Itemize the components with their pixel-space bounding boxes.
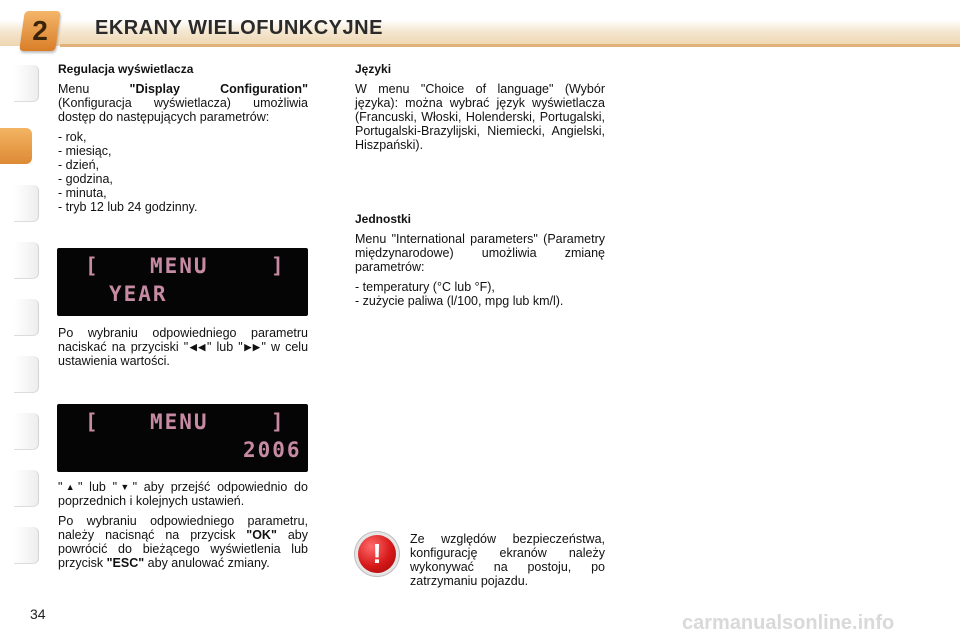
quote: " xyxy=(58,480,63,494)
section-heading: Regulacja wyświetlacza xyxy=(58,62,194,76)
lcd-bracket-right: ] xyxy=(271,410,286,434)
confirm-paragraph xyxy=(58,514,308,570)
esc-button-label: "ESC" xyxy=(106,556,145,570)
chapter-tab-6[interactable] xyxy=(14,356,39,393)
rewind-button-icon: ◀◀ xyxy=(188,342,207,352)
lcd-menu-label: MENU xyxy=(150,254,209,278)
chapter-tab-4[interactable] xyxy=(14,242,39,279)
lcd-value: YEAR xyxy=(109,282,168,306)
up-down-text: " aby przejść odpowiednio do poprzednich i kolejnych ustawień. xyxy=(58,480,308,508)
languages-heading: Języki xyxy=(355,62,392,76)
up-down-mid: " lub " xyxy=(77,480,118,494)
safety-warning xyxy=(410,532,605,594)
intro-prefix: Menu xyxy=(58,82,130,96)
exclamation-icon: ! xyxy=(372,538,382,569)
lcd-bracket-right: ] xyxy=(271,254,286,278)
languages-section xyxy=(355,62,605,158)
list-item: - zużycie paliwa (l/100, mpg lub km/l). xyxy=(355,294,605,308)
chapter-tab-3[interactable] xyxy=(14,185,39,222)
ok-button-label: "OK" xyxy=(246,528,277,542)
adjust-text: Po wybraniu odpowiedniego parametru naciskać na przyciski " xyxy=(58,326,308,354)
units-paragraph: Menu "International parameters" (Parametry międzynarodowe) umożliwia zmianę parametrów: xyxy=(355,232,605,274)
parameter-list xyxy=(58,130,308,214)
list-item: - rok, xyxy=(58,130,308,144)
page-number: 34 xyxy=(30,606,46,622)
warning-text: Ze względów bezpieczeństwa, konfigurację ekranów należy wykonywać na postoju, po zatrzymaniu pojazdu. xyxy=(410,532,605,588)
list-item: - godzina, xyxy=(58,172,308,186)
list-item: - tryb 12 lub 24 godzinny. xyxy=(58,200,308,214)
list-item: - dzień, xyxy=(58,158,308,172)
units-section xyxy=(355,212,605,308)
list-item: - temperatury (°C lub °F), xyxy=(355,280,605,294)
confirm-text-end: aby anulować zmiany. xyxy=(144,556,270,570)
chapter-number: 2 xyxy=(32,15,48,46)
lcd-bracket-left: [ xyxy=(85,410,100,434)
lcd-menu-label: MENU xyxy=(150,410,209,434)
chapter-tabs xyxy=(0,65,40,575)
intro-suffix: (Konfiguracja wyświetlacza) umożliwia dostęp do następujących parametrów: xyxy=(58,96,308,124)
lcd-bracket-left: [ xyxy=(85,254,100,278)
chapter-tab-9[interactable] xyxy=(14,527,39,564)
page-header xyxy=(0,0,960,58)
arrow-instructions xyxy=(58,326,308,374)
watermark: carmanualsonline.info xyxy=(682,612,895,634)
adjust-text-mid: " lub " xyxy=(206,340,243,354)
chapter-title: EKRANY WIELOFUNKCYJNE xyxy=(95,17,383,39)
confirm-text-mid: aby powrócić do bieżącego wyświetlenia lub przycisk xyxy=(58,528,308,570)
lcd-value: 2006 xyxy=(243,438,302,462)
menu-name: "Display Configuration" xyxy=(129,82,308,96)
up-arrow-icon: ▲ xyxy=(62,482,78,492)
list-item: - minuta, xyxy=(58,186,308,200)
down-arrow-icon: ▼ xyxy=(117,482,133,492)
chapter-tab-8[interactable] xyxy=(14,470,39,507)
header-rule xyxy=(60,44,960,47)
units-list xyxy=(355,280,605,308)
up-down-paragraph xyxy=(58,480,308,508)
intro-paragraph xyxy=(58,82,308,124)
languages-paragraph: W menu "Choice of language" (Wybór języka): można wybrać język wyświetlacza (Francuski, Włoski, Holenderski, Portugalski, Portugalski-Brazylijski, Niemiecki, Angielski, Hiszpański). xyxy=(355,82,605,152)
chapter-tab-1[interactable] xyxy=(14,65,39,102)
list-item: - miesiąc, xyxy=(58,144,308,158)
forward-button-icon: ▶▶ xyxy=(242,342,262,352)
adjust-text-end: " w celu ustawienia wartości. xyxy=(58,340,309,368)
display-settings-section xyxy=(58,62,308,214)
confirm-text: Po wybraniu odpowiedniego parametru, należy nacisnąć na przycisk xyxy=(58,514,308,542)
chapter-tab-2-active[interactable] xyxy=(0,128,32,164)
lcd-screen-2006 xyxy=(57,404,308,472)
lcd-screen-year xyxy=(57,248,308,316)
navigation-instructions xyxy=(58,480,308,576)
chapter-tab-5[interactable] xyxy=(14,299,39,336)
chapter-tab-7[interactable] xyxy=(14,413,39,450)
adjust-paragraph xyxy=(58,326,308,368)
units-heading: Jednostki xyxy=(355,212,412,226)
